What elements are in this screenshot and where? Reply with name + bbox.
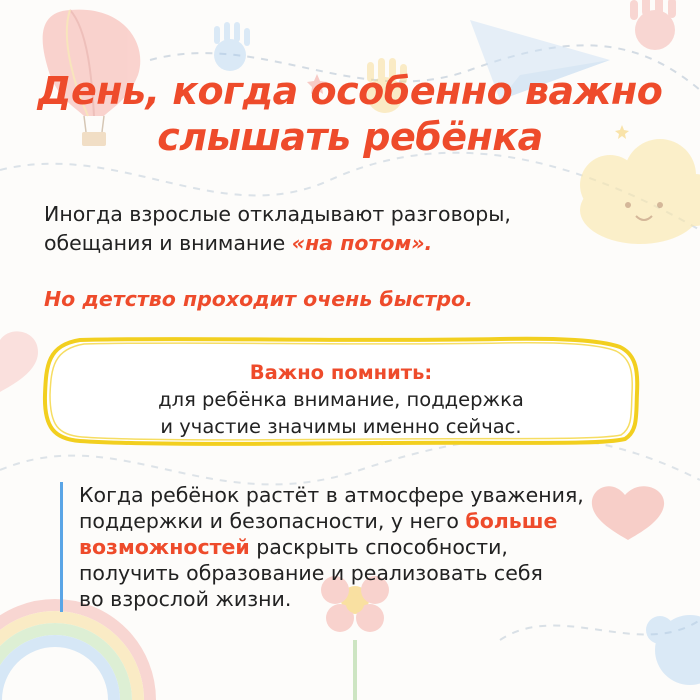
intro-emphasis: «на потом». <box>291 231 433 255</box>
quote-highlight-1: больше <box>465 509 558 533</box>
hand-print-icon <box>630 0 676 50</box>
quote-line-3 <box>79 534 689 560</box>
quote-line-2-text: поддержки и безопасности, у него <box>79 509 466 533</box>
quote-highlight-2: возможностей <box>79 535 250 559</box>
childhood-statement: Но детство проходит очень быстро. <box>44 287 473 311</box>
toy-icon <box>646 615 700 685</box>
remember-heading: Важно помнить: <box>249 361 433 384</box>
quote-block <box>60 482 689 612</box>
intro-line-2 <box>44 229 644 258</box>
intro-line-2-text: обещания и внимание <box>44 231 292 255</box>
quote-line-5: во взрослой жизни. <box>79 587 292 611</box>
remember-box <box>40 335 642 447</box>
quote-line-4: получить образование и реализовать себя <box>79 561 543 585</box>
remember-box-text <box>40 359 642 440</box>
hand-print-icon <box>214 22 250 71</box>
quote-line-3-text: раскрыть способности, <box>249 535 508 559</box>
intro-paragraph <box>44 200 644 258</box>
heart-icon <box>0 331 38 392</box>
remember-line-2: и участие значимы именно сейчас. <box>160 415 522 438</box>
title-line-2: слышать ребёнка <box>157 115 543 159</box>
remember-line-1: для ребёнка внимание, поддержка <box>158 388 524 411</box>
quote-line-2 <box>79 508 689 534</box>
rainbow-icon <box>0 605 150 700</box>
page-title <box>0 68 700 160</box>
quote-line-1: Когда ребёнок растёт в атмосфере уважения, <box>79 483 584 507</box>
intro-line-1: Иногда взрослые откладывают разговоры, <box>44 202 511 226</box>
title-line-1: День, когда особенно важно <box>37 69 663 113</box>
